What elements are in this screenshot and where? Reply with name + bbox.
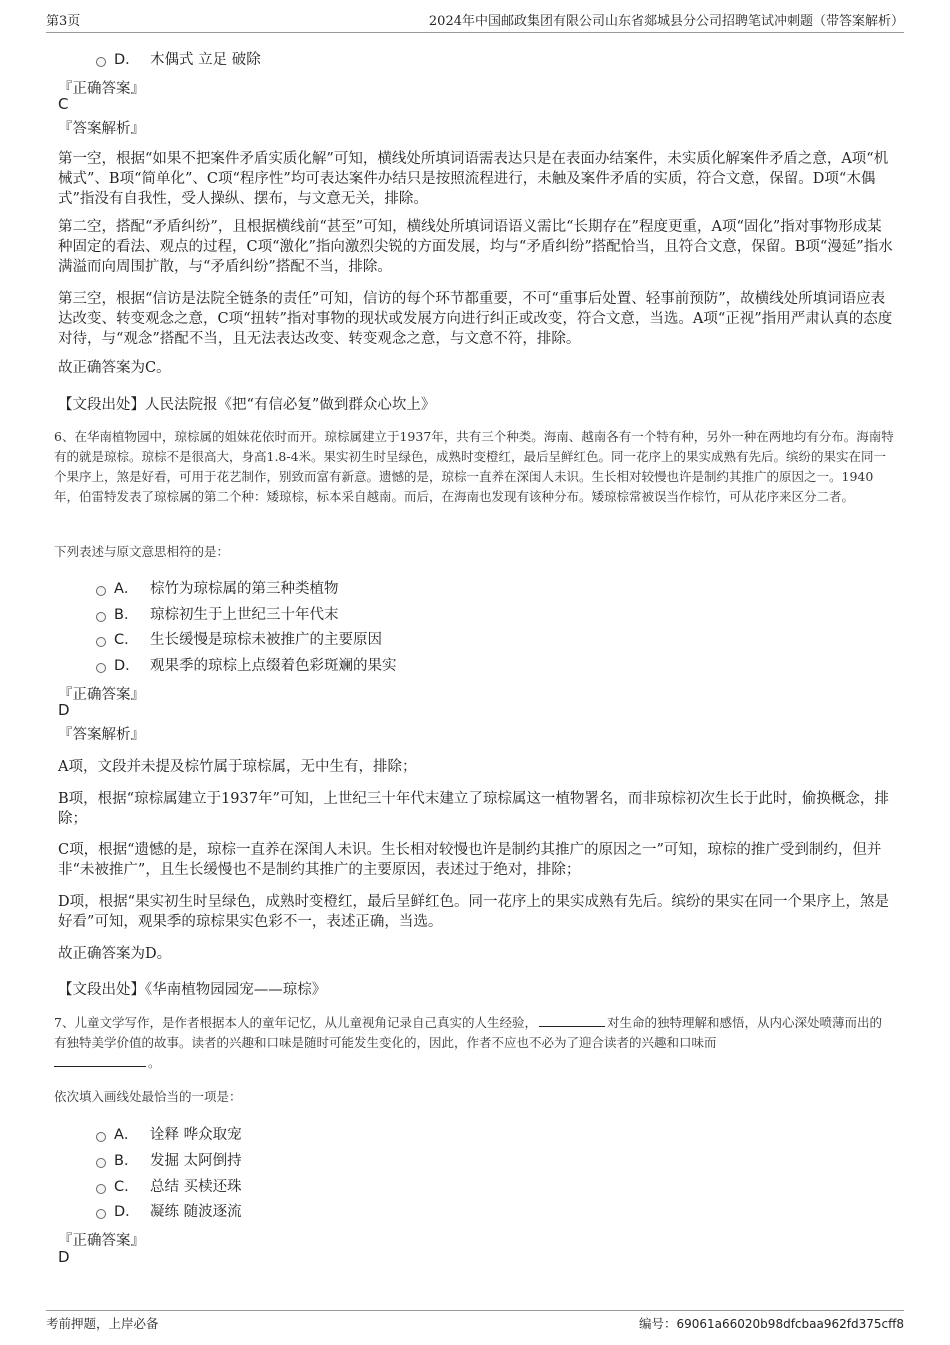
q6-answer: D — [58, 701, 70, 719]
radio-icon[interactable] — [96, 1209, 106, 1219]
radio-icon[interactable] — [96, 637, 106, 647]
q7-stem: 7、儿童文学写作，是作者根据本人的童年记忆，从儿童视角记录自己真实的人生经验， 对生命的独特理解和感悟，从内心深处喷薄而出的有独特美学价值的故事。读者的兴趣和口味是随时可能发生变化的，因此，作者不应也不必为了迎合读者的兴趣和口味而 。 — [54, 1015, 882, 1070]
q5-analysis-para-3: 第三空，根据“信访是法院全链条的责任”可知，信访的每个环节都重要，不可“重事后处置、轻事前预防”，故横线处所填词语应表达改变、转变观念之意，C项“扭转”指对事物的现状或发展方向进行纠正或改变，符合文意，当选。A项“正视”指用严肃认真的态度对待，与“观念”搭配不当，且无法表达改变、转变观念之意，与文意不符，排除。 — [58, 291, 893, 347]
q7-option-b[interactable]: B． 发掘 太阿倒持 — [96, 1149, 242, 1170]
radio-icon[interactable] — [96, 612, 106, 622]
q5-answer-tag: 『正确答案』 — [58, 81, 145, 97]
q5-option-d[interactable]: D． 木偶式 立足 破除 — [96, 48, 261, 69]
page-number: 第3页 — [46, 14, 81, 29]
radio-icon[interactable] — [96, 663, 106, 673]
q7-option-c[interactable]: C． 总结 买椟还珠 — [96, 1175, 242, 1196]
q5-source: 【文段出处】人民法院报《把“有信必复”做到群众心坎上》 — [58, 397, 436, 413]
radio-icon[interactable] — [96, 1184, 106, 1194]
page-footer — [46, 1310, 904, 1334]
q6-analysis-b: B项，根据“琼棕属建立于1937年”可知，上世纪三十年代末建立了琼棕属这一植物署名，而非琼棕初次生长于此时，偷换概念，排除； — [58, 791, 889, 827]
document-title: 2024年中国邮政集团有限公司山东省郯城县分公司招聘笔试冲刺题（带答案解析） — [428, 14, 904, 29]
radio-icon[interactable] — [96, 586, 106, 596]
page-header — [46, 10, 904, 33]
q6-stem: 6、在华南植物园中，琼棕属的姐妹花依时而开。琼棕属建立于1937年，共有三个种类。海南、越南各有一个特有种，另外一种在两地均有分布。海南特有的就是琼棕。琼棕不是很高大，身高1.8-4米。果实初生时呈绿色，成熟时变橙红，最后呈鲜红色。同一花序上的果实成熟有先后。缤纷的果实在同一个果序上，煞是好看，可用于花艺制作，别致而富有新意。遗憾的是，琼棕一直养在深闺人未识。生长相对较慢也许是制约其推广的原因之一。1940年，伯雷特发表了琼棕属的第二个种：矮琼棕，标本采自越南。而后，在海南也发现有该种分布。矮琼棕常被误当作棕竹，可从花序来区分二者。 — [54, 429, 894, 504]
radio-icon[interactable] — [96, 1158, 106, 1168]
fill-blank-2 — [54, 1054, 146, 1067]
q6-analysis-d: D项，根据“果实初生时呈绿色，成熟时变橙红，最后呈鲜红色。同一花序上的果实成熟有先后。缤纷的果实在同一个果序上，煞是好看”可知，观果季的琼棕果实色彩不一，表述正确，当选。 — [58, 894, 890, 930]
q6-analysis-c: C项，根据“遗憾的是，琼棕一直养在深闺人未识。生长相对较慢也许是制约其推广的原因之一”可知，琼棕的推广受到制约，但并非“未被推广”，且生长缓慢也不是制约其推广的主要原因，表述过于绝对，排除； — [58, 842, 882, 878]
q7-prompt: 依次填入画线处最恰当的一项是： — [54, 1089, 242, 1104]
q6-prompt: 下列表述与原文意思相符的是： — [54, 544, 230, 559]
q5-analysis-tag: 『答案解析』 — [58, 121, 145, 137]
q6-analysis-tag: 『答案解析』 — [58, 727, 145, 743]
q5-conclusion: 故正确答案为C。 — [58, 360, 171, 376]
radio-icon[interactable] — [96, 1132, 106, 1142]
q6-answer-tag: 『正确答案』 — [58, 687, 145, 703]
q6-source: 【文段出处】《华南植物园园宠——琼棕》 — [58, 982, 327, 998]
q5-analysis-para-1: 第一空，根据“如果不把案件矛盾实质化解”可知，横线处所填词语需表达只是在表面办结案件，未实质化解案件矛盾之意，A项“机械式”、B项“简单化”、C项“程序性”均可表达案件办结只是按照流程进行，未触及案件矛盾的实质，符合文意，保留。D项“木偶式”指没有自我性，受人操纵、摆布，与文意无关，排除。 — [58, 151, 889, 207]
document-code: 编号：69061a66020b98dfcbaa962fd375cff8 — [638, 1316, 904, 1331]
q6-analysis-a: A项，文段并未提及棕竹属于琼棕属，无中生有，排除； — [58, 759, 417, 775]
fill-blank-1 — [539, 1014, 605, 1027]
q6-option-a[interactable]: A． 棕竹为琼棕属的第三种类植物 — [96, 577, 339, 598]
q6-conclusion: 故正确答案为D。 — [58, 946, 172, 962]
q5-analysis-para-2: 第二空，搭配“矛盾纠纷”，且根据横线前“甚至”可知，横线处所填词语语义需比“长期存在”程度更重，A项“固化”指对事物形成某种固定的看法、观点的过程，C项“激化”指向激烈尖锐的方面发展，均与“矛盾纠纷”搭配恰当，且符合文意，保留。B项“漫延”指水满溢而向周围扩散，与“矛盾纠纷”搭配不当，排除。 — [58, 219, 893, 275]
q7-option-d[interactable]: D． 凝练 随波逐流 — [96, 1200, 242, 1221]
q7-answer-tag: 『正确答案』 — [58, 1233, 145, 1249]
q5-answer: C — [58, 95, 69, 113]
q6-option-d[interactable]: D． 观果季的琼棕上点缀着色彩斑斓的果实 — [96, 654, 397, 675]
q7-option-a[interactable]: A． 诠释 哗众取宠 — [96, 1123, 242, 1144]
q6-option-b[interactable]: B． 琼棕初生于上世纪三十年代末 — [96, 603, 339, 624]
footer-slogan: 考前押题，上岸必备 — [46, 1316, 159, 1331]
q6-option-c[interactable]: C． 生长缓慢是琼棕未被推广的主要原因 — [96, 628, 382, 649]
q7-answer: D — [58, 1248, 70, 1266]
radio-icon[interactable] — [96, 57, 106, 67]
